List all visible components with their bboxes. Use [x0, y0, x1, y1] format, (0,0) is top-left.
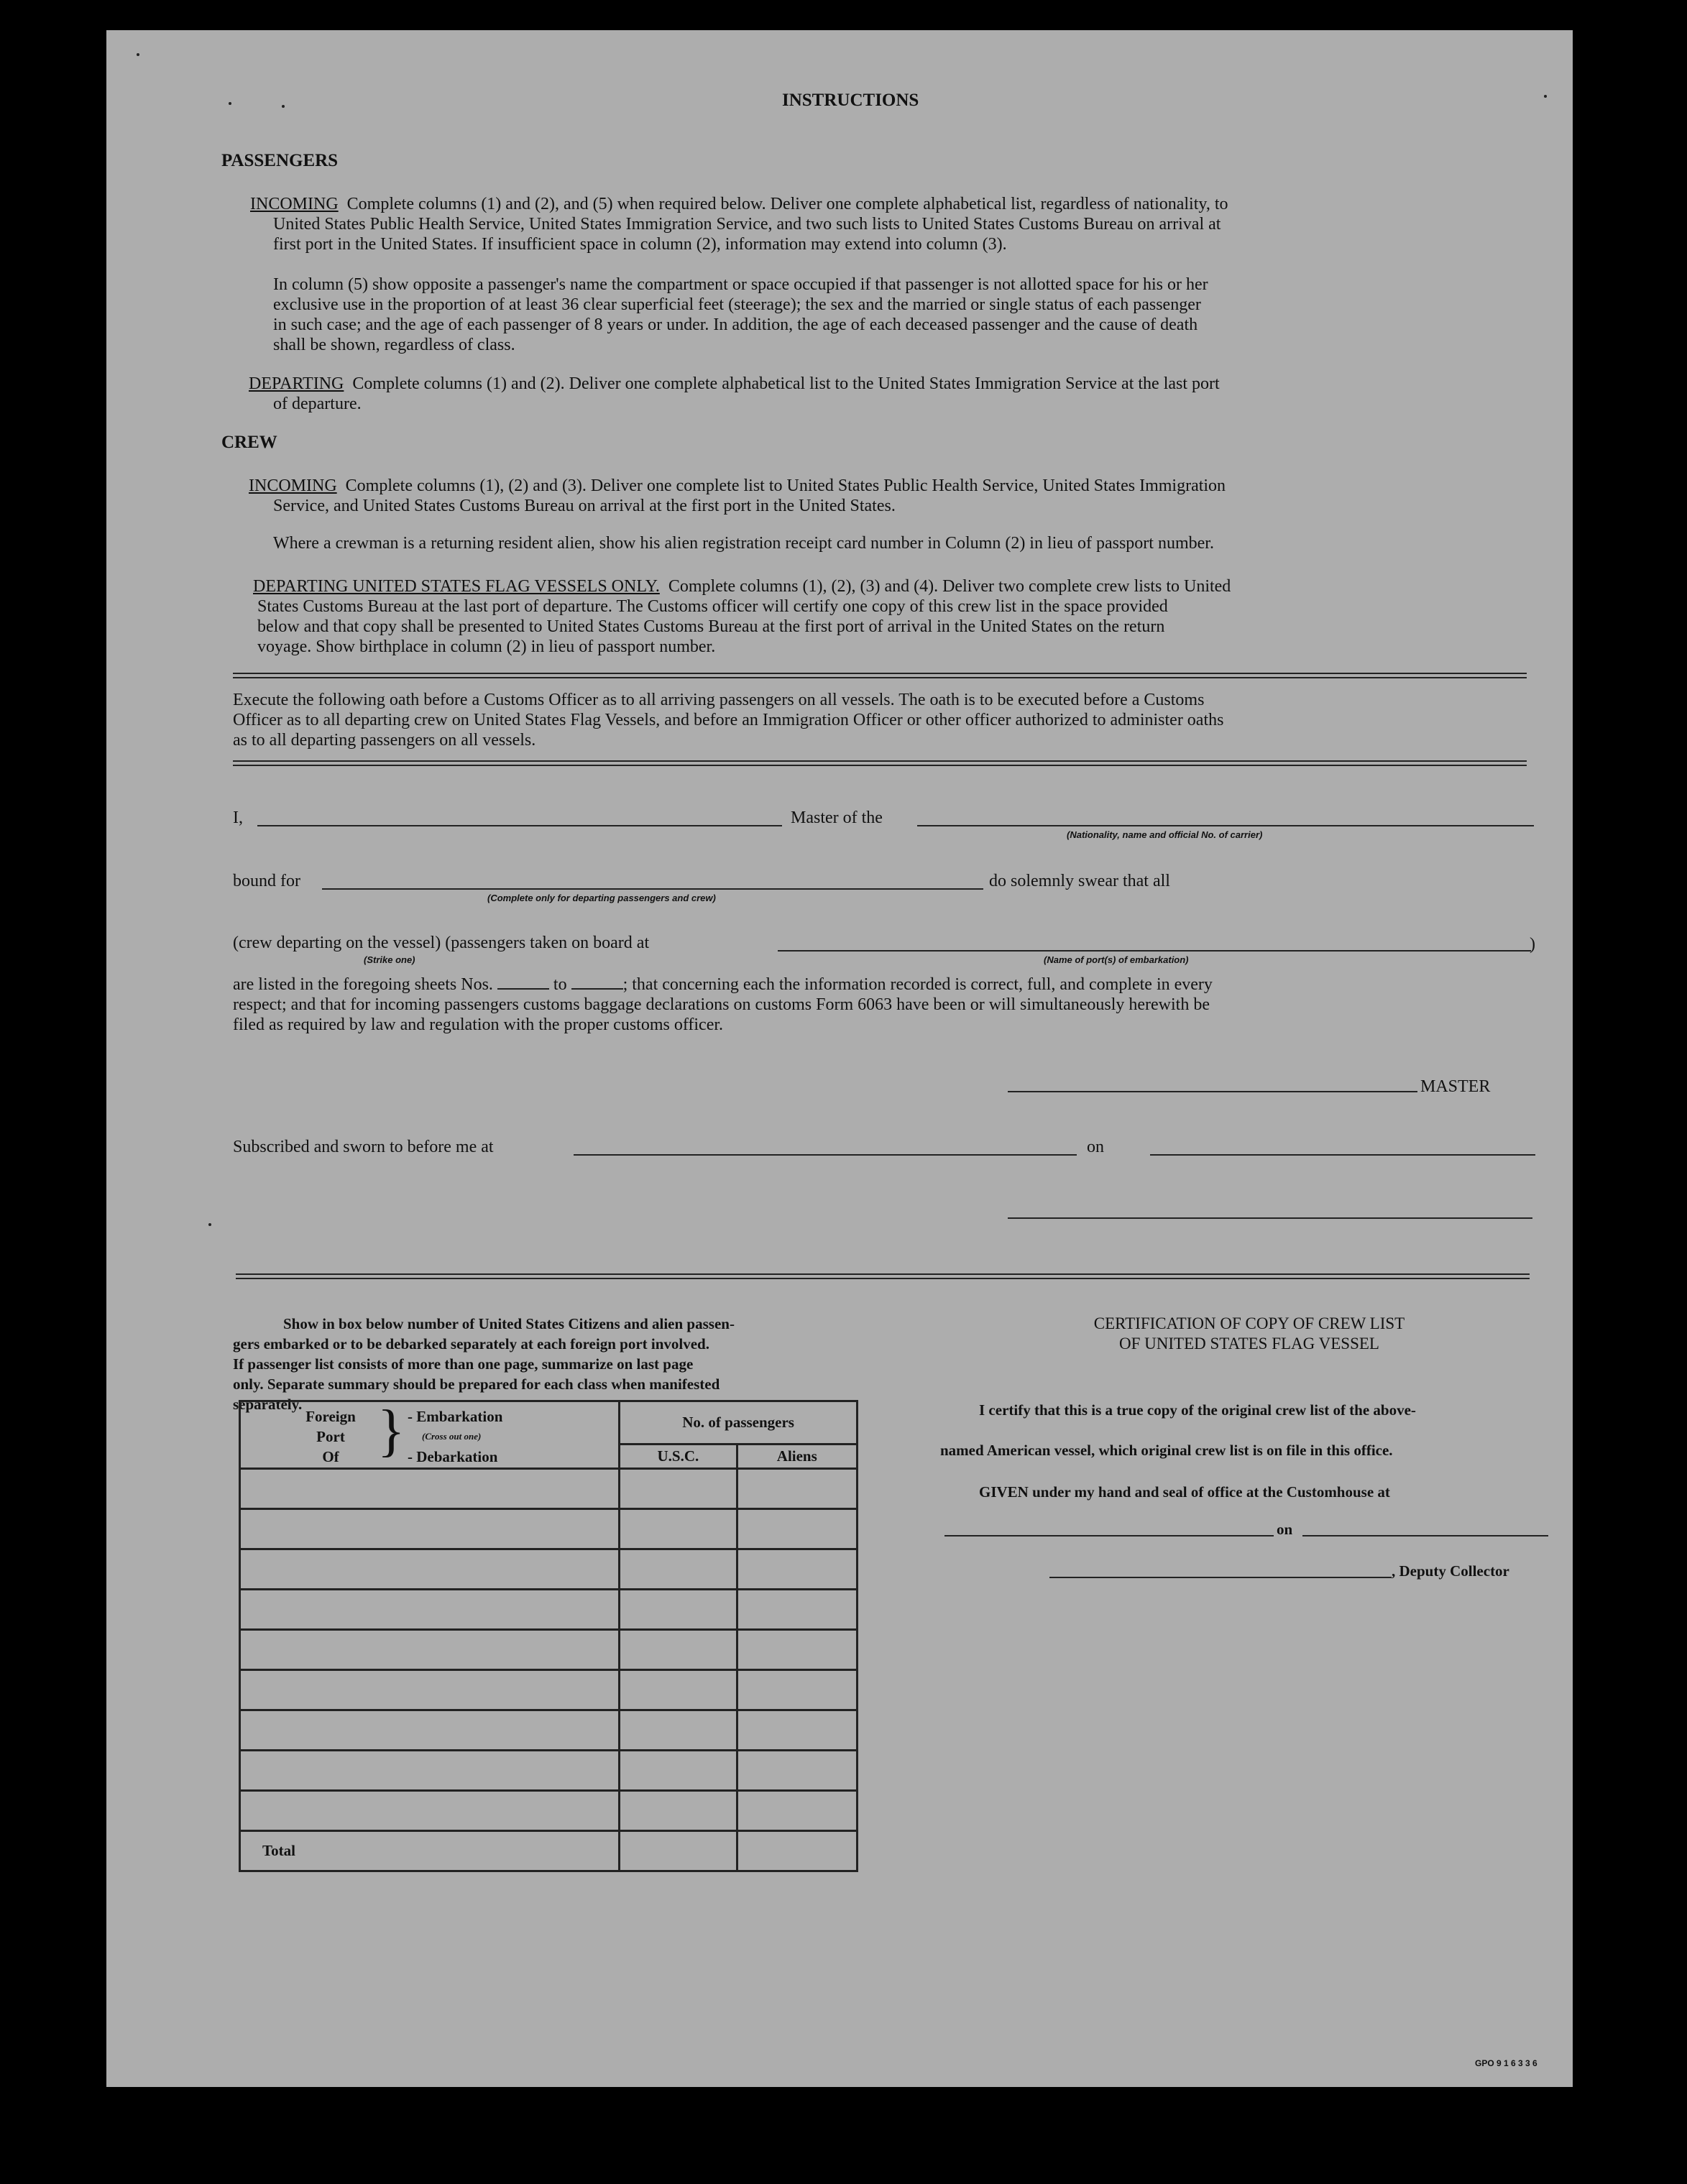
scan-speck	[229, 102, 231, 105]
divider	[233, 673, 1527, 674]
port-cell[interactable]	[240, 1509, 620, 1549]
port-cell[interactable]	[240, 1469, 620, 1509]
deputy-collector-label: , Deputy Collector	[1392, 1562, 1509, 1580]
total-label: Total	[240, 1831, 620, 1871]
usc-cell[interactable]	[620, 1549, 737, 1590]
scan-speck	[1544, 95, 1547, 98]
passengers-incoming-block	[250, 194, 1515, 254]
close-paren: )	[1530, 935, 1535, 954]
scan-speck	[208, 1223, 211, 1226]
scan-speck	[282, 105, 285, 108]
aliens-cell[interactable]	[737, 1791, 857, 1831]
port-cell[interactable]	[240, 1590, 620, 1630]
aliens-header: Aliens	[737, 1445, 857, 1469]
passengers-incoming-line-3: first port in the United States. If insufficient space in column (2), information may extend into column (3).	[273, 235, 1007, 254]
oath-intro	[233, 690, 1534, 750]
complete-only-caption: (Complete only for departing passengers and crew)	[487, 893, 716, 903]
passengers-incoming-label: INCOMING	[250, 195, 339, 213]
summary-intro	[233, 1314, 865, 1414]
port-header-cell	[240, 1401, 620, 1469]
divider	[233, 765, 1527, 766]
page-title: INSTRUCTIONS	[782, 91, 919, 110]
summary-intro-line-5: separately.	[233, 1396, 303, 1413]
divider	[236, 1278, 1530, 1279]
ports-caption: (Name of port(s) of embarkation)	[1044, 954, 1189, 965]
cert-line-1: I certify that this is a true copy of the original crew list of the above-	[979, 1401, 1416, 1419]
sheet-to-line[interactable]	[571, 988, 623, 990]
summary-intro-line-3: If passenger list consists of more than one page, summarize on last page	[233, 1355, 694, 1373]
crew-departing-line-2: States Customs Bureau at the last port of departure. The Customs officer will certify one copy of this crew list in the space provided	[257, 597, 1168, 616]
passengers-departing-line-2: of departure.	[273, 395, 362, 413]
form-sheet	[106, 30, 1573, 2087]
cert-date-line[interactable]	[1302, 1535, 1548, 1536]
crew-incoming-label: INCOMING	[249, 476, 337, 495]
cert-on-label: on	[1277, 1521, 1293, 1538]
crew-incoming-line-1: Complete columns (1), (2) and (3). Deliver one complete list to United States Public Health Service, United States Immigration	[345, 476, 1226, 495]
divider	[233, 760, 1527, 762]
summary-intro-line-4: only. Separate summary should be prepared for each class when manifested	[233, 1376, 720, 1393]
oath-i-label: I,	[233, 808, 243, 827]
divider	[236, 1273, 1530, 1275]
usc-total-cell[interactable]	[620, 1831, 737, 1871]
summary-intro-line-1: Show in box below number of United States Citizens and alien passen-	[283, 1315, 735, 1332]
crew-departing-line-1: Complete columns (1), (2), (3) and (4). Deliver two complete crew lists to United	[668, 577, 1231, 596]
crew-departing-block	[253, 576, 1532, 657]
passengers-incoming-line-2: United States Public Health Service, United States Immigration Service, and two such lists to United States Customs Bureau on arrival at	[273, 215, 1221, 234]
divider	[233, 677, 1527, 678]
oath-intro-line-1: Execute the following oath before a Customs Officer as to all arriving passengers on all vessels. The oath is to be executed before a Customs	[233, 691, 1205, 709]
cert-title-line-2: OF UNITED STATES FLAG VESSEL	[1119, 1335, 1379, 1353]
sworn-at-line[interactable]	[574, 1154, 1077, 1156]
filed-line: filed as required by law and regulation with the proper customs officer.	[233, 1015, 724, 1034]
master-label: MASTER	[1420, 1077, 1491, 1096]
aliens-cell[interactable]	[737, 1549, 857, 1590]
bound-for-line[interactable]	[322, 888, 983, 890]
col-of: Of	[322, 1448, 339, 1465]
aliens-cell[interactable]	[737, 1710, 857, 1751]
crew-departing-label: (crew departing on the vessel) (passengers taken on board at	[233, 934, 650, 952]
passengers-heading: PASSENGERS	[221, 151, 339, 170]
sheet-from-line[interactable]	[497, 988, 549, 990]
solemnly-swear-label: do solemnly swear that all	[989, 872, 1170, 890]
cert-line-2: named American vessel, which original crew list is on file in this office.	[940, 1442, 1393, 1459]
port-cell[interactable]	[240, 1751, 620, 1791]
aliens-total-cell[interactable]	[737, 1831, 857, 1871]
crew-departing-line-4: voyage. Show birthplace in column (2) in lieu of passport number.	[257, 637, 716, 656]
ports-summary-table	[239, 1400, 858, 1872]
crew-incoming-line-2: Service, and United States Customs Bureau on arrival at the first port in the United States.	[273, 497, 896, 515]
nationality-caption: (Nationality, name and official No. of carrier)	[1067, 829, 1263, 840]
usc-header: U.S.C.	[620, 1445, 737, 1469]
respect-line: respect; and that for incoming passengers customs baggage declarations on customs Form 6063 have been or will simultaneously herewith be	[233, 995, 1210, 1014]
oath-intro-line-3: as to all departing passengers on all vessels.	[233, 731, 536, 750]
cross-out-label: (Cross out one)	[422, 1431, 482, 1442]
port-cell[interactable]	[240, 1670, 620, 1710]
passengers-incoming-line-1: Complete columns (1) and (2), and (5) when required below. Deliver one complete alphabetical list, regardless of nationality, to	[346, 195, 1228, 213]
column5-block	[273, 275, 1538, 355]
gpo-code: GPO 9 1 6 3 3 6	[1475, 2058, 1537, 2068]
aliens-cell[interactable]	[737, 1670, 857, 1710]
aliens-cell[interactable]	[737, 1590, 857, 1630]
embarkation-label: - Embarkation	[408, 1408, 503, 1425]
bound-for-label: bound for	[233, 872, 300, 890]
listed-text-a: are listed in the foregoing sheets Nos.	[233, 975, 493, 994]
debarkation-label: - Debarkation	[408, 1448, 498, 1465]
aliens-cell[interactable]	[737, 1469, 857, 1509]
usc-cell[interactable]	[620, 1509, 737, 1549]
port-cell[interactable]	[240, 1710, 620, 1751]
usc-cell[interactable]	[620, 1751, 737, 1791]
port-cell[interactable]	[240, 1630, 620, 1670]
passengers-departing-block	[249, 374, 1528, 414]
usc-cell[interactable]	[620, 1469, 737, 1509]
crew-incoming-block	[249, 476, 1528, 516]
usc-cell[interactable]	[620, 1791, 737, 1831]
sworn-on-label: on	[1087, 1138, 1104, 1156]
crew-heading: CREW	[221, 433, 277, 452]
no-passengers-header: No. of passengers	[620, 1401, 858, 1445]
sworn-date-line[interactable]	[1150, 1154, 1535, 1156]
aliens-cell[interactable]	[737, 1751, 857, 1791]
column5-line-2: exclusive use in the proportion of at least 36 clear superficial feet (steerage); the sex and the married or single status of each passenger	[273, 295, 1201, 314]
oath-intro-line-2: Officer as to all departing crew on United States Flag Vessels, and before an Immigration Officer or other officer authorized to administer oaths	[233, 711, 1224, 729]
passengers-departing-label: DEPARTING	[249, 374, 344, 393]
col-foreign: Foreign	[305, 1408, 356, 1425]
cert-line-3: GIVEN under my hand and seal of office at the Customhouse at	[979, 1483, 1390, 1501]
listed-to: to	[553, 975, 567, 994]
brace-icon: }	[377, 1399, 405, 1462]
aliens-cell[interactable]	[737, 1509, 857, 1549]
subscribed-label: Subscribed and sworn to before me at	[233, 1138, 494, 1156]
port-cell[interactable]	[240, 1791, 620, 1831]
master-name-line[interactable]	[257, 825, 782, 826]
deputy-signature-line[interactable]	[1049, 1577, 1392, 1578]
usc-cell[interactable]	[620, 1630, 737, 1670]
usc-cell[interactable]	[620, 1590, 737, 1630]
strike-one-caption: (Strike one)	[364, 954, 415, 965]
port-cell[interactable]	[240, 1549, 620, 1590]
col-port: Port	[316, 1428, 345, 1445]
customhouse-line[interactable]	[944, 1535, 1274, 1536]
column5-line-4: shall be shown, regardless of class.	[273, 336, 515, 354]
carrier-line[interactable]	[917, 825, 1534, 826]
aliens-cell[interactable]	[737, 1630, 857, 1670]
column5-line-1: In column (5) show opposite a passenger's name the compartment or space occupied if that passenger is not allotted space for his or her	[273, 275, 1208, 294]
crew-departing-line-3: below and that copy shall be presented to United States Customs Bureau at the first port of arrival in the United States on the return	[257, 617, 1165, 636]
summary-intro-line-2: gers embarked or to be debarked separately at each foreign port involved.	[233, 1335, 709, 1353]
certification-title	[1034, 1314, 1465, 1354]
master-signature-line[interactable]	[1008, 1091, 1417, 1092]
column5-line-3: in such case; and the age of each passenger of 8 years or under. In addition, the age of each deceased passenger and the cause of death	[273, 315, 1198, 334]
crew-resident-line: Where a crewman is a returning resident alien, show his alien registration receipt card number in Column (2) in lieu of passport number.	[273, 534, 1214, 553]
listed-line	[233, 974, 1213, 995]
master-of-the-label: Master of the	[791, 808, 883, 827]
port-embarkation-line[interactable]	[778, 950, 1531, 952]
cert-title-line-1: CERTIFICATION OF COPY OF CREW LIST	[1093, 1314, 1405, 1332]
officer-signature-line[interactable]	[1008, 1217, 1532, 1219]
listed-text-b: ; that concerning each the information recorded is correct, full, and complete in every	[622, 975, 1213, 994]
crew-departing-label: DEPARTING UNITED STATES FLAG VESSELS ONLY.	[253, 577, 660, 596]
usc-cell[interactable]	[620, 1710, 737, 1751]
usc-cell[interactable]	[620, 1670, 737, 1710]
scan-speck	[137, 53, 139, 56]
passengers-departing-line-1: Complete columns (1) and (2). Deliver one complete alphabetical list to the United States Immigration Service at the last port	[352, 374, 1220, 393]
